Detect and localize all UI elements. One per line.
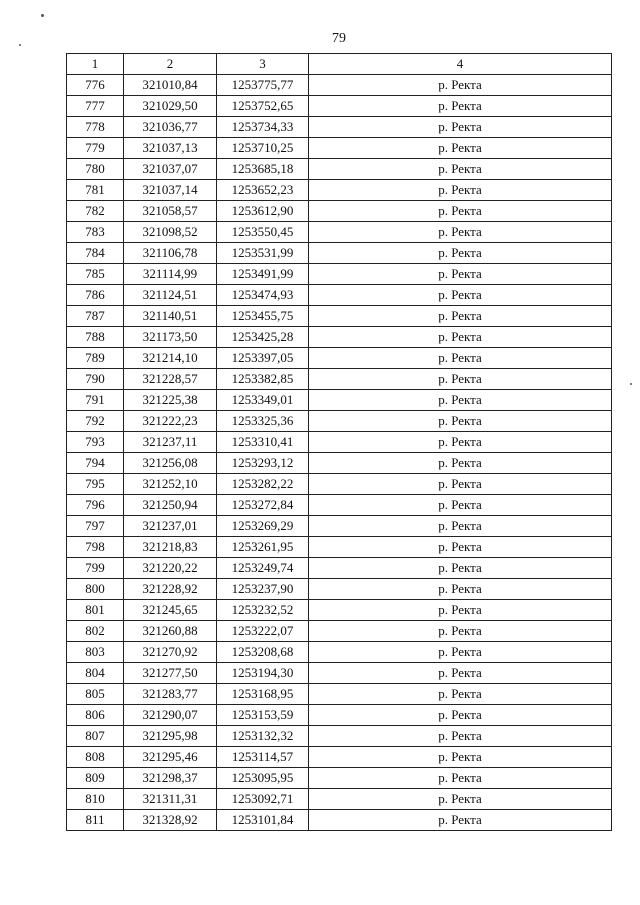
x-coordinate-cell: 321106,78 (124, 243, 217, 264)
point-number-cell: 803 (67, 642, 124, 663)
x-coordinate-cell: 321328,92 (124, 810, 217, 831)
description-cell: р. Ректа (309, 285, 612, 306)
table-row (67, 432, 612, 453)
x-coordinate-cell: 321245,65 (124, 600, 217, 621)
table-row (67, 600, 612, 621)
y-coordinate-cell: 1253652,23 (217, 180, 309, 201)
description-cell: р. Ректа (309, 600, 612, 621)
x-coordinate-cell: 321283,77 (124, 684, 217, 705)
x-coordinate-cell: 321220,22 (124, 558, 217, 579)
description-cell: р. Ректа (309, 705, 612, 726)
point-number-cell: 787 (67, 306, 124, 327)
x-coordinate-cell: 321277,50 (124, 663, 217, 684)
description-cell: р. Ректа (309, 537, 612, 558)
point-number-cell: 784 (67, 243, 124, 264)
description-cell: р. Ректа (309, 474, 612, 495)
x-coordinate-cell: 321124,51 (124, 285, 217, 306)
table-row (67, 621, 612, 642)
y-coordinate-cell: 1253425,28 (217, 327, 309, 348)
description-cell: р. Ректа (309, 579, 612, 600)
table-row (67, 537, 612, 558)
point-number-cell: 801 (67, 600, 124, 621)
table-row (67, 201, 612, 222)
point-number-cell: 777 (67, 96, 124, 117)
table-row (67, 369, 612, 390)
description-cell: р. Ректа (309, 810, 612, 831)
table-row (67, 558, 612, 579)
point-number-cell: 799 (67, 558, 124, 579)
table-row (67, 264, 612, 285)
point-number-cell: 807 (67, 726, 124, 747)
table-row (67, 222, 612, 243)
description-cell: р. Ректа (309, 159, 612, 180)
description-cell: р. Ректа (309, 390, 612, 411)
description-cell: р. Ректа (309, 264, 612, 285)
point-number-cell: 778 (67, 117, 124, 138)
y-coordinate-cell: 1253232,52 (217, 600, 309, 621)
description-cell: р. Ректа (309, 558, 612, 579)
point-number-cell: 782 (67, 201, 124, 222)
x-coordinate-cell: 321036,77 (124, 117, 217, 138)
point-number-cell: 781 (67, 180, 124, 201)
point-number-cell: 789 (67, 348, 124, 369)
table-row (67, 96, 612, 117)
point-number-cell: 795 (67, 474, 124, 495)
description-cell: р. Ректа (309, 348, 612, 369)
table-row (67, 306, 612, 327)
point-number-cell: 800 (67, 579, 124, 600)
table-row (67, 474, 612, 495)
y-coordinate-cell: 1253272,84 (217, 495, 309, 516)
y-coordinate-cell: 1253685,18 (217, 159, 309, 180)
table-row (67, 327, 612, 348)
y-coordinate-cell: 1253550,45 (217, 222, 309, 243)
description-cell: р. Ректа (309, 138, 612, 159)
x-coordinate-cell: 321037,13 (124, 138, 217, 159)
y-coordinate-cell: 1253208,68 (217, 642, 309, 663)
description-cell: р. Ректа (309, 663, 612, 684)
x-coordinate-cell: 321290,07 (124, 705, 217, 726)
y-coordinate-cell: 1253092,71 (217, 789, 309, 810)
y-coordinate-cell: 1253752,65 (217, 96, 309, 117)
table-row (67, 159, 612, 180)
point-number-cell: 808 (67, 747, 124, 768)
point-number-cell: 806 (67, 705, 124, 726)
y-coordinate-cell: 1253293,12 (217, 453, 309, 474)
x-coordinate-cell: 321228,92 (124, 579, 217, 600)
point-number-cell: 802 (67, 621, 124, 642)
table-row (67, 285, 612, 306)
y-coordinate-cell: 1253261,95 (217, 537, 309, 558)
y-coordinate-cell: 1253222,07 (217, 621, 309, 642)
x-coordinate-cell: 321225,38 (124, 390, 217, 411)
scan-speck (630, 383, 632, 385)
table-row (67, 138, 612, 159)
description-cell: р. Ректа (309, 201, 612, 222)
table-row (67, 453, 612, 474)
table-row (67, 75, 612, 96)
point-number-cell: 793 (67, 432, 124, 453)
table-row (67, 642, 612, 663)
x-coordinate-cell: 321270,92 (124, 642, 217, 663)
x-coordinate-cell: 321037,14 (124, 180, 217, 201)
description-cell: р. Ректа (309, 222, 612, 243)
table-row (67, 495, 612, 516)
description-cell: р. Ректа (309, 243, 612, 264)
x-coordinate-cell: 321298,37 (124, 768, 217, 789)
point-number-cell: 790 (67, 369, 124, 390)
table-header-row (67, 54, 612, 75)
y-coordinate-cell: 1253168,95 (217, 684, 309, 705)
y-coordinate-cell: 1253114,57 (217, 747, 309, 768)
x-coordinate-cell: 321228,57 (124, 369, 217, 390)
point-number-cell: 791 (67, 390, 124, 411)
description-cell: р. Ректа (309, 726, 612, 747)
x-coordinate-cell: 321260,88 (124, 621, 217, 642)
description-cell: р. Ректа (309, 747, 612, 768)
point-number-cell: 797 (67, 516, 124, 537)
y-coordinate-cell: 1253474,93 (217, 285, 309, 306)
table-row (67, 789, 612, 810)
table-row (67, 390, 612, 411)
point-number-cell: 810 (67, 789, 124, 810)
table-row (67, 663, 612, 684)
description-cell: р. Ректа (309, 516, 612, 537)
x-coordinate-cell: 321010,84 (124, 75, 217, 96)
description-cell: р. Ректа (309, 621, 612, 642)
x-coordinate-cell: 321058,57 (124, 201, 217, 222)
description-cell: р. Ректа (309, 75, 612, 96)
y-coordinate-cell: 1253153,59 (217, 705, 309, 726)
y-coordinate-cell: 1253349,01 (217, 390, 309, 411)
coordinates-table (66, 53, 612, 831)
point-number-cell: 779 (67, 138, 124, 159)
point-number-cell: 792 (67, 411, 124, 432)
point-number-cell: 794 (67, 453, 124, 474)
description-cell: р. Ректа (309, 768, 612, 789)
y-coordinate-cell: 1253734,33 (217, 117, 309, 138)
table-row (67, 747, 612, 768)
x-coordinate-cell: 321252,10 (124, 474, 217, 495)
table-row (67, 411, 612, 432)
point-number-cell: 788 (67, 327, 124, 348)
description-cell: р. Ректа (309, 453, 612, 474)
point-number-cell: 783 (67, 222, 124, 243)
y-coordinate-cell: 1253531,99 (217, 243, 309, 264)
point-number-cell: 804 (67, 663, 124, 684)
column-header-description: 4 (309, 54, 612, 75)
x-coordinate-cell: 321295,46 (124, 747, 217, 768)
point-number-cell: 780 (67, 159, 124, 180)
y-coordinate-cell: 1253455,75 (217, 306, 309, 327)
x-coordinate-cell: 321250,94 (124, 495, 217, 516)
y-coordinate-cell: 1253249,74 (217, 558, 309, 579)
table-row (67, 684, 612, 705)
table-row (67, 768, 612, 789)
x-coordinate-cell: 321029,50 (124, 96, 217, 117)
page-number: 79 (332, 31, 346, 46)
x-coordinate-cell: 321098,52 (124, 222, 217, 243)
x-coordinate-cell: 321037,07 (124, 159, 217, 180)
x-coordinate-cell: 321114,99 (124, 264, 217, 285)
table-row (67, 180, 612, 201)
description-cell: р. Ректа (309, 96, 612, 117)
x-coordinate-cell: 321237,01 (124, 516, 217, 537)
y-coordinate-cell: 1253269,29 (217, 516, 309, 537)
x-coordinate-cell: 321140,51 (124, 306, 217, 327)
table-row (67, 516, 612, 537)
description-cell: р. Ректа (309, 306, 612, 327)
description-cell: р. Ректа (309, 180, 612, 201)
table-row (67, 348, 612, 369)
column-header-y-coordinate: 3 (217, 54, 309, 75)
description-cell: р. Ректа (309, 684, 612, 705)
point-number-cell: 805 (67, 684, 124, 705)
point-number-cell: 785 (67, 264, 124, 285)
y-coordinate-cell: 1253194,30 (217, 663, 309, 684)
y-coordinate-cell: 1253132,32 (217, 726, 309, 747)
column-header-point-number: 1 (67, 54, 124, 75)
table-body (67, 75, 612, 831)
y-coordinate-cell: 1253282,22 (217, 474, 309, 495)
x-coordinate-cell: 321173,50 (124, 327, 217, 348)
table-row (67, 705, 612, 726)
y-coordinate-cell: 1253325,36 (217, 411, 309, 432)
y-coordinate-cell: 1253775,77 (217, 75, 309, 96)
x-coordinate-cell: 321311,31 (124, 789, 217, 810)
table-row (67, 243, 612, 264)
description-cell: р. Ректа (309, 327, 612, 348)
description-cell: р. Ректа (309, 495, 612, 516)
point-number-cell: 776 (67, 75, 124, 96)
point-number-cell: 809 (67, 768, 124, 789)
description-cell: р. Ректа (309, 369, 612, 390)
description-cell: р. Ректа (309, 432, 612, 453)
x-coordinate-cell: 321222,23 (124, 411, 217, 432)
y-coordinate-cell: 1253237,90 (217, 579, 309, 600)
y-coordinate-cell: 1253491,99 (217, 264, 309, 285)
point-number-cell: 798 (67, 537, 124, 558)
x-coordinate-cell: 321256,08 (124, 453, 217, 474)
x-coordinate-cell: 321214,10 (124, 348, 217, 369)
description-cell: р. Ректа (309, 117, 612, 138)
description-cell: р. Ректа (309, 411, 612, 432)
y-coordinate-cell: 1253101,84 (217, 810, 309, 831)
point-number-cell: 786 (67, 285, 124, 306)
x-coordinate-cell: 321218,83 (124, 537, 217, 558)
y-coordinate-cell: 1253382,85 (217, 369, 309, 390)
description-cell: р. Ректа (309, 642, 612, 663)
point-number-cell: 811 (67, 810, 124, 831)
scan-speck (41, 14, 44, 17)
x-coordinate-cell: 321295,98 (124, 726, 217, 747)
y-coordinate-cell: 1253612,90 (217, 201, 309, 222)
y-coordinate-cell: 1253397,05 (217, 348, 309, 369)
table-row (67, 117, 612, 138)
column-header-x-coordinate: 2 (124, 54, 217, 75)
description-cell: р. Ректа (309, 789, 612, 810)
point-number-cell: 796 (67, 495, 124, 516)
table-row (67, 810, 612, 831)
y-coordinate-cell: 1253095,95 (217, 768, 309, 789)
table-row (67, 579, 612, 600)
y-coordinate-cell: 1253310,41 (217, 432, 309, 453)
x-coordinate-cell: 321237,11 (124, 432, 217, 453)
table-row (67, 726, 612, 747)
y-coordinate-cell: 1253710,25 (217, 138, 309, 159)
